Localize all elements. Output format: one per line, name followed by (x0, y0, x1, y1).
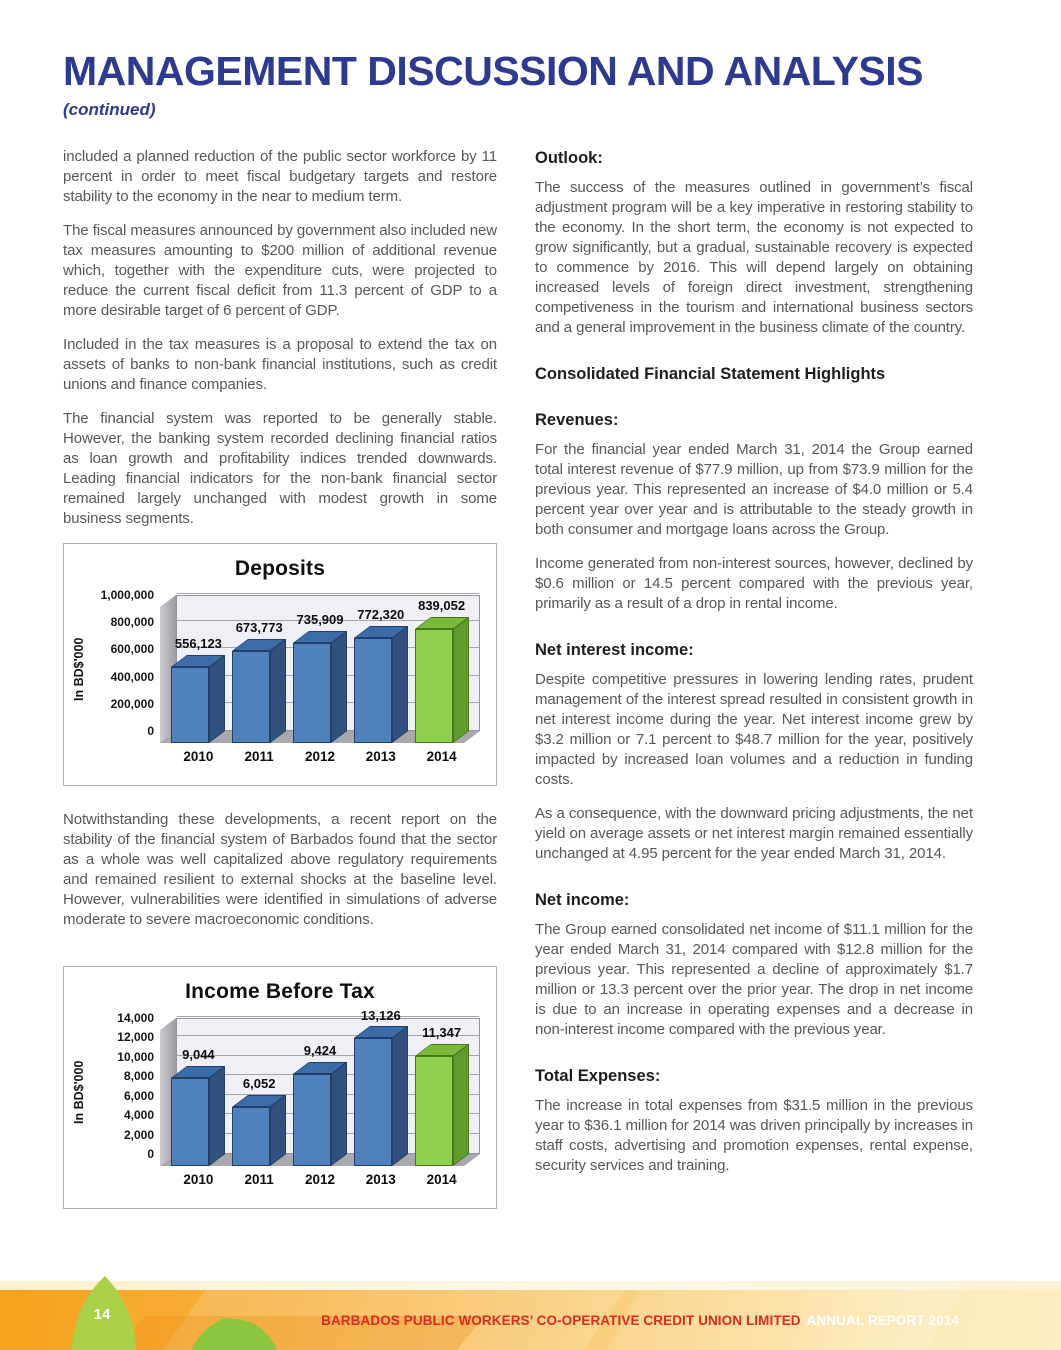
x-tick-label: 2012 (304, 1172, 336, 1187)
left-column (63, 147, 497, 1233)
paragraph: For the financial year ended March 31, 2014 the Group earned total interest revenue of $77.9 million, up from $73.9 million for the previous year. This represented an increase of $4.0 million or 5.4 percent year over year and is attributable to the steady growth in both consumer and mortgage loans across the Group. (535, 441, 973, 538)
y-tick-label: 400,000 (110, 669, 154, 684)
page-footer (0, 1290, 1061, 1350)
plot-area (160, 595, 480, 764)
page-subtitle: (continued) (63, 100, 156, 120)
section-heading-net-income: Net income: (535, 891, 630, 909)
x-tick-label: 2011 (244, 749, 274, 764)
y-tick-label: 200,000 (110, 696, 154, 711)
paragraph: The increase in total expenses from $31.5 million in the previous year to $36.1 million for 2014 was driven principally by increases in staff costs, advertising and promotion expenses, rental expense, security services and training. (535, 1097, 973, 1174)
paragraph: Income generated from non-interest sources, however, declined by $0.6 million or 14.5 percent compared with the previous year, primarily as a result of a drop in rental income. (535, 555, 973, 612)
footer-org-name: BARBADOS PUBLIC WORKERS’ CO-OPERATIVE CREDIT UNION LIMITED (321, 1313, 801, 1328)
bar-value-label: 556,123 (174, 636, 222, 652)
paragraph: The fiscal measures announced by government also included new tax measures amounting to $200 million of additional revenue which, together with the expenditure cuts, were projected to reduce the current fiscal deficit from 11.3 percent of GDP to a more desirable target of 6 percent of GDP. (63, 222, 497, 319)
paragraph: Notwithstanding these developments, a recent report on the stability of the financial system of Barbados found that the sector as a whole was well capitalized above regulatory requirements and remained resilient to external shocks at the baseline level. However, vulnerabilities were identified in simulations of adverse moderate to severe macroeconomic conditions. (63, 811, 497, 928)
y-tick-label: 0 (147, 724, 154, 738)
bar-2012 (293, 643, 331, 743)
bar-2014 (415, 1056, 453, 1166)
y-axis-ticks (90, 588, 160, 743)
paragraph: The Group earned consolidated net income of $11.1 million for the year ended March 31, 2014 compared with $12.8 million for the previous year. This represented a decline of approximately $1.7 million or 13.3 percent over the prior year. The drop in net income is due to an increase in operating expenses and a decrease in non-interest income compared with the previous year. (535, 921, 973, 1038)
y-axis-title: In BD$'000 (72, 1060, 86, 1124)
two-column-body (63, 147, 973, 1233)
section-heading-total-expenses: Total Expenses: (535, 1067, 661, 1085)
y-tick-label: 12,000 (117, 1030, 154, 1045)
bar-value-label: 839,052 (418, 597, 466, 613)
footer-report-name: ANNUAL REPORT 2014 (806, 1313, 959, 1328)
gridline (177, 593, 479, 594)
bar-side-face (453, 1044, 469, 1166)
footer-text (321, 1313, 959, 1328)
y-tick-label: 600,000 (110, 642, 154, 657)
right-column (535, 147, 973, 1190)
bar-value-label: 735,909 (296, 611, 344, 627)
x-tick-label: 2010 (183, 749, 214, 764)
section-heading-revenues: Revenues: (535, 411, 619, 429)
x-tick-label: 2013 (365, 749, 396, 764)
bar-2011 (232, 651, 270, 743)
paragraph: The financial system was reported to be generally stable. However, the banking system recorded declining financial ratios as loan growth and profitability indices trended downwards. Leading financial indicators for the non-bank financial sector remained largely unchanged with modest growth in some business segments. (63, 410, 497, 527)
bar-value-label: 6,052 (242, 1076, 276, 1092)
chart-title: Deposits (234, 557, 326, 580)
deposits-chart (63, 543, 497, 786)
paragraph: The success of the measures outlined in government’s fiscal adjustment program will be a key imperative in restoring stability to the economy. In the short term, the economy is not expected to grow significantly, but a gradual, sustainable recovery is expected to commence by 2016. This will depend largely on obtaining increased levels of foreign direct investment, strengthening competiveness in the tourism and international business sectors and a general improvement in the business climate of the country. (535, 179, 973, 336)
y-axis-ticks (90, 1011, 160, 1166)
y-tick-label: 2,000 (123, 1127, 154, 1142)
y-axis-title: In BD$'000 (72, 637, 86, 701)
page-title: MANAGEMENT DISCUSSION AND ANALYSIS (63, 48, 924, 94)
income-before-tax-chart (63, 966, 497, 1209)
paragraph: Included in the tax measures is a proposal to extend the tax on assets of banks to non-bank financial institutions, such as credit unions and finance companies. (63, 336, 497, 393)
bar-side-face (209, 655, 225, 743)
x-tick-label: 2011 (244, 1172, 274, 1187)
bar-side-face (270, 1095, 286, 1166)
bar-side-face (392, 1026, 408, 1166)
chart-title: Income Before Tax (185, 980, 375, 1003)
page-number: 14 (93, 1306, 111, 1323)
bar-value-label: 11,347 (422, 1024, 462, 1040)
y-tick-label: 6,000 (123, 1088, 154, 1103)
y-tick-label: 10,000 (117, 1049, 154, 1064)
y-tick-label: 0 (147, 1147, 154, 1161)
x-tick-label: 2010 (183, 1172, 214, 1187)
bar-value-label: 9,424 (303, 1043, 337, 1059)
bar-side-face (270, 639, 286, 743)
bar-2010 (171, 1078, 209, 1166)
x-tick-label: 2013 (365, 1172, 396, 1187)
bar-side-face (331, 1062, 347, 1166)
plot-area (160, 1007, 480, 1187)
bar-2013 (354, 1038, 392, 1166)
x-tick-label: 2014 (426, 749, 457, 764)
bar-side-face (392, 626, 408, 743)
chart-plot-region (64, 1007, 496, 1187)
bar-2010 (171, 667, 209, 743)
x-tick-label: 2014 (426, 1172, 457, 1187)
bar-2011 (232, 1107, 270, 1166)
bar-2013 (354, 638, 392, 743)
bar-value-label: 9,044 (182, 1047, 215, 1063)
y-tick-label: 4,000 (123, 1108, 154, 1123)
paragraph: Despite competitive pressures in lowering lending rates, prudent management of the interest spread resulted in consistent growth in net interest income during the year. Net interest income grew by $3.2 million or 7.1 percent to $48.7 million for the year, positively impacted by increased loan volumes and a reduction in funding costs. (535, 671, 973, 788)
y-tick-label: 14,000 (117, 1011, 154, 1025)
footer-top-strip (0, 1281, 1061, 1290)
bar-2014 (415, 629, 453, 743)
bar-side-face (331, 631, 347, 743)
paragraph: As a consequence, with the downward pricing adjustments, the net yield on average assets or net interest margin remained essentially unchanged at 4.95 percent for the year ended March 31, 2014. (535, 805, 973, 862)
chart-plot-region (64, 588, 496, 764)
section-heading-consolidated-highlights: Consolidated Financial Statement Highlights (535, 365, 886, 383)
y-tick-label: 8,000 (123, 1069, 154, 1084)
y-tick-label: 1,000,000 (100, 588, 154, 602)
bar-value-label: 13,126 (360, 1007, 401, 1023)
section-heading-outlook: Outlook: (535, 149, 603, 167)
page-header (63, 50, 998, 120)
bar-side-face (453, 617, 469, 743)
section-heading-net-interest-income: Net interest income: (535, 641, 694, 659)
small-leaf-icon (178, 1308, 280, 1350)
y-tick-label: 800,000 (110, 615, 154, 630)
x-tick-label: 2012 (304, 749, 336, 764)
bar-value-label: 673,773 (235, 620, 283, 636)
paragraph: included a planned reduction of the public sector workforce by 11 percent in order to meet fiscal budgetary targets and restore stability to the economy in the near to medium term. (63, 148, 497, 205)
bar-2012 (293, 1074, 331, 1166)
bar-value-label: 772,320 (357, 606, 405, 622)
